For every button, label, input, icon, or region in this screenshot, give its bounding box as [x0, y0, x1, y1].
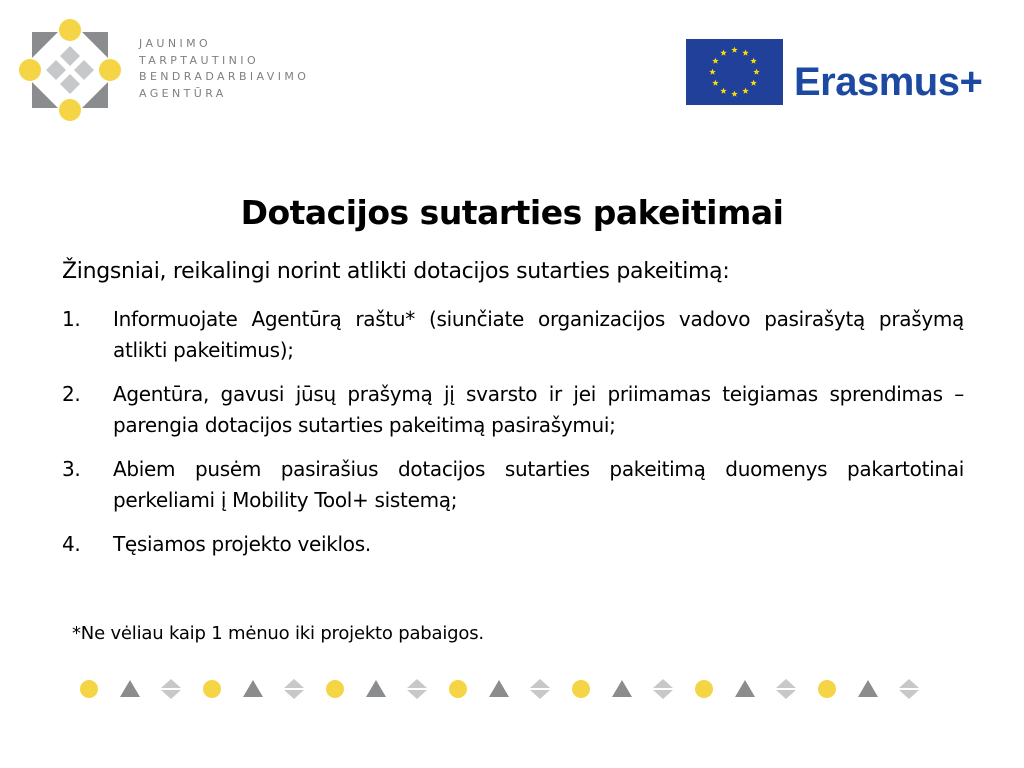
circle-icon	[695, 680, 713, 698]
diamond-top-icon	[161, 679, 181, 688]
triangle-icon	[243, 680, 263, 697]
circle-icon	[572, 680, 590, 698]
diamond-top-icon	[899, 679, 919, 688]
diamond-top-icon	[530, 679, 550, 688]
diamond-top-icon	[407, 679, 427, 688]
step-text: Tęsiamos projekto veiklos.	[113, 532, 371, 556]
diamond-bottom-icon	[407, 690, 427, 699]
agency-name-line: TARPTAUTINIO	[139, 53, 260, 67]
triangle-icon	[366, 680, 386, 697]
diamond-bottom-icon	[899, 690, 919, 699]
list-item	[62, 304, 964, 366]
step-text: Informuojate Agentūrą raštu* (siunčiate organizacijos vadovo pasirašytą prašymą atlikti pakeitimus);	[113, 307, 964, 362]
diamond-bottom-icon	[161, 690, 181, 699]
triangle-icon	[612, 680, 632, 697]
list-item	[62, 379, 964, 441]
step-number: 2.	[62, 382, 81, 406]
diamond-top-icon	[653, 679, 673, 688]
eu-flag-icon	[686, 39, 783, 105]
triangle-icon	[735, 680, 755, 697]
step-text: Abiem pusėm pasirašius dotacijos sutarties pakeitimą duomenys pakartotinai perkeliami į Mobility Tool+ sistemą;	[113, 457, 964, 512]
agency-name-line: JAUNIMO	[139, 37, 212, 50]
circle-icon	[203, 680, 221, 698]
agency-name-line: BENDRADARBIAVIMO	[139, 70, 310, 84]
list-item	[62, 454, 964, 516]
step-number: 3.	[62, 457, 81, 481]
circle-icon	[80, 680, 98, 698]
diamond-top-icon	[284, 679, 304, 688]
diamond-top-icon	[776, 679, 796, 688]
diamond-bottom-icon	[653, 690, 673, 699]
diamond-bottom-icon	[284, 690, 304, 699]
diamond-bottom-icon	[530, 690, 550, 699]
agency-logo-icon	[18, 18, 122, 122]
footnote: *Ne vėliau kaip 1 mėnuo iki projekto pabaigos.	[72, 623, 484, 644]
circle-icon	[449, 680, 467, 698]
step-number: 4.	[62, 532, 81, 556]
decorative-pattern-row	[0, 670, 1024, 710]
list-item	[62, 529, 964, 560]
triangle-icon	[858, 680, 878, 697]
circle-icon	[326, 680, 344, 698]
slide-intro: Žingsniai, reikalingi norint atlikti dotacijos sutarties pakeitimą:	[62, 259, 730, 284]
triangle-icon	[120, 680, 140, 697]
triangle-icon	[489, 680, 509, 697]
step-text: Agentūra, gavusi jūsų prašymą jį svarsto ir jei priimamas teigiamas sprendimas – parengia dotacijos sutarties pakeitimą pasirašymui;	[113, 382, 964, 437]
slide-title: Dotacijos sutarties pakeitimai	[240, 193, 784, 232]
step-number: 1.	[62, 307, 81, 331]
erasmus-logo-text: Erasmus+	[794, 60, 983, 104]
diamond-bottom-icon	[776, 690, 796, 699]
agency-name	[139, 36, 309, 102]
agency-name-line: AGENTŪRA	[139, 86, 227, 100]
steps-list	[62, 304, 964, 573]
circle-icon	[818, 680, 836, 698]
